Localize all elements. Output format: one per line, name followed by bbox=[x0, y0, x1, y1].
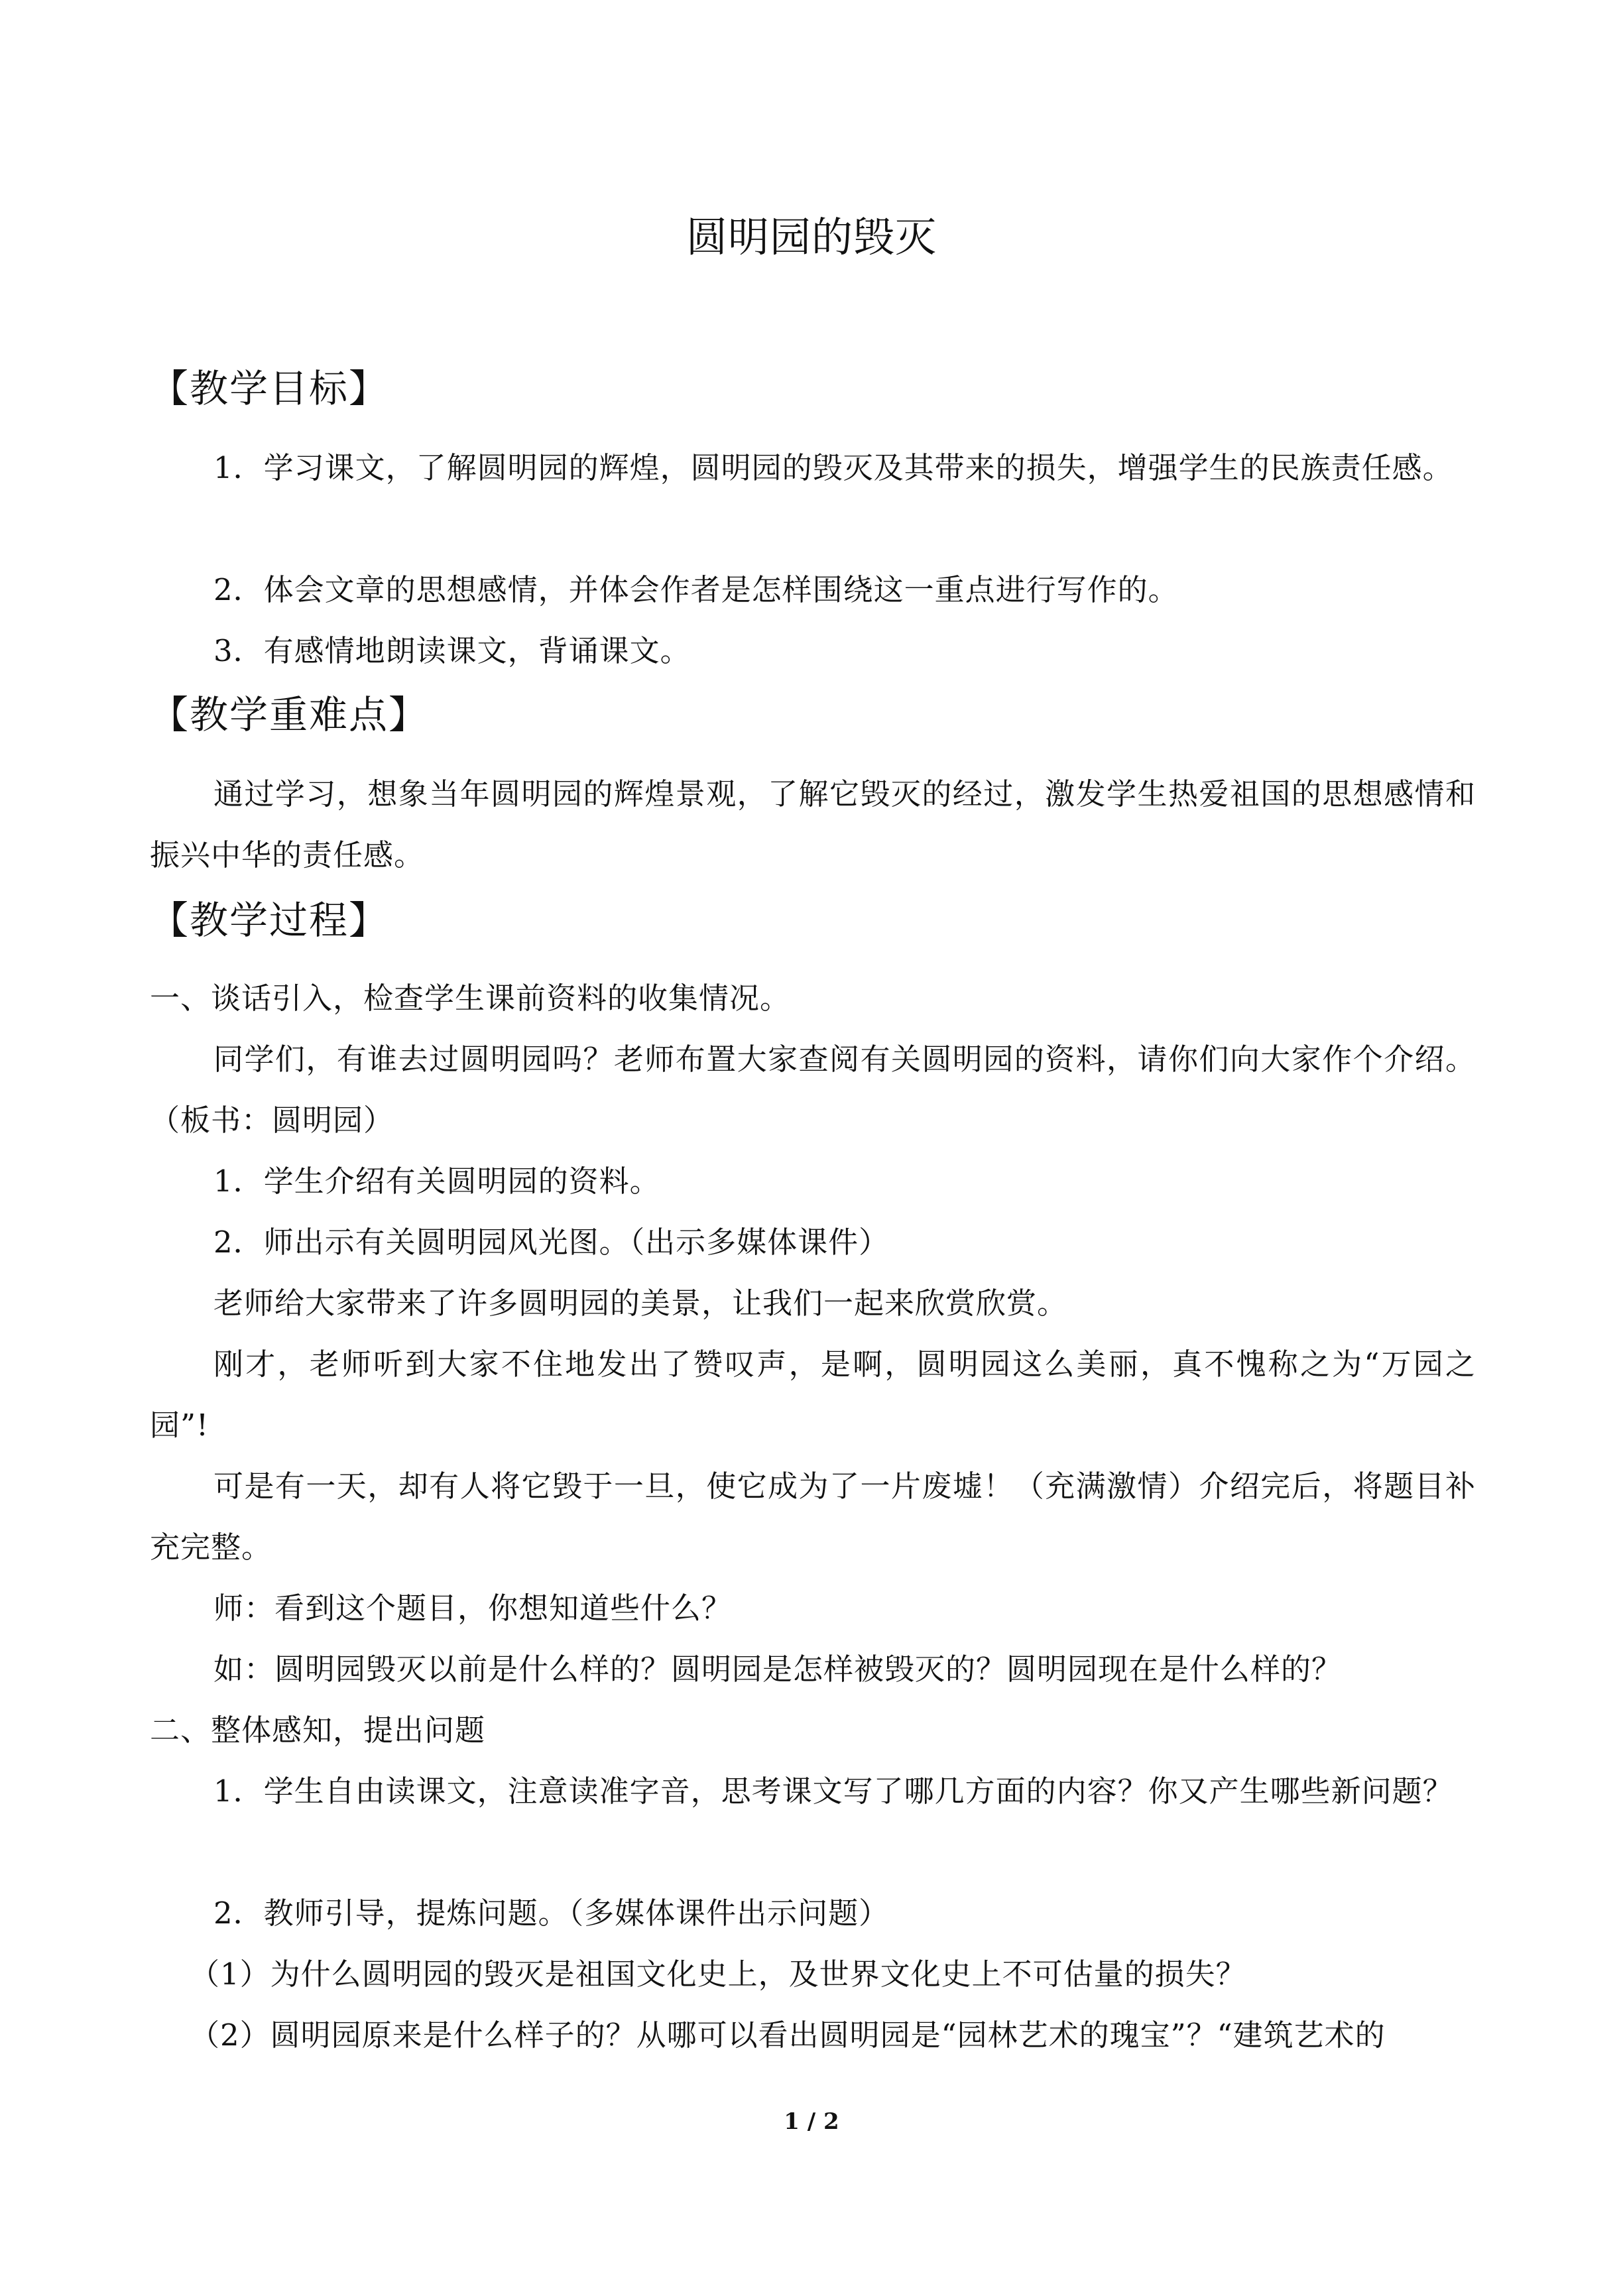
process-question: （2）圆明园原来是什么样子的？从哪可以看出圆明园是“园林艺术的瑰宝”？“建筑艺术的 bbox=[190, 2018, 1386, 2053]
process-paragraph: 可是有一天，却有人将它毁于一旦，使它成为了一片废墟！（充满激情）介绍完后，将题目补充完整。 bbox=[150, 1469, 1476, 1565]
process-paragraph: 如：圆明园毁灭以前是什么样的？圆明园是怎样被毁灭的？圆明园现在是什么样的？ bbox=[213, 1652, 1343, 1687]
objective-item: 2．体会文章的思想感情，并体会作者是怎样围绕这一重点进行写作的。 bbox=[213, 572, 1179, 607]
heading-objectives: 【教学目标】 bbox=[150, 366, 389, 411]
process-paragraph: 1．学生介绍有关圆明园的资料。 bbox=[213, 1164, 660, 1199]
page-number: 1 / 2 bbox=[784, 2108, 839, 2135]
process-paragraph: 老师给大家带来了许多圆明园的美景，让我们一起来欣赏欣赏。 bbox=[213, 1286, 1068, 1321]
process-paragraph: 2．师出示有关圆明园风光图。（出示多媒体课件） bbox=[213, 1225, 890, 1260]
objective-item: 3．有感情地朗读课文，背诵课文。 bbox=[213, 633, 691, 668]
heading-key-points: 【教学重难点】 bbox=[150, 692, 429, 737]
heading-process: 【教学过程】 bbox=[150, 898, 389, 943]
process-step-heading: 二、整体感知，提出问题 bbox=[150, 1713, 486, 1748]
key-points-text: 通过学习，想象当年圆明园的辉煌景观，了解它毁灭的经过，激发学生热爱祖国的思想感情和振兴中华的责任感。 bbox=[150, 776, 1476, 873]
process-paragraph: 师：看到这个题目，你想知道些什么？ bbox=[213, 1591, 733, 1626]
process-paragraph: 1．学生自由读课文，注意读准字音，思考课文写了哪几方面的内容？你又产生哪些新问题？ bbox=[213, 1774, 1453, 1809]
process-paragraph: 同学们，有谁去过圆明园吗？老师布置大家查阅有关圆明园的资料，请你们向大家作个介绍。（板书：圆明园） bbox=[150, 1042, 1476, 1138]
process-paragraph: 2．教师引导，提炼问题。（多媒体课件出示问题） bbox=[213, 1896, 890, 1931]
process-question: （1）为什么圆明园的毁灭是祖国文化史上，及世界文化史上不可估量的损失？ bbox=[190, 1957, 1246, 1992]
document-title: 圆明园的毁灭 bbox=[686, 213, 937, 261]
process-step-heading: 一、谈话引入，检查学生课前资料的收集情况。 bbox=[150, 981, 791, 1016]
process-paragraph: 刚才，老师听到大家不住地发出了赞叹声，是啊，圆明园这么美丽，真不愧称之为“万园之园”! bbox=[150, 1347, 1476, 1443]
objective-item: 1．学习课文，了解圆明园的辉煌，圆明园的毁灭及其带来的损失，增强学生的民族责任感。 bbox=[213, 450, 1453, 485]
